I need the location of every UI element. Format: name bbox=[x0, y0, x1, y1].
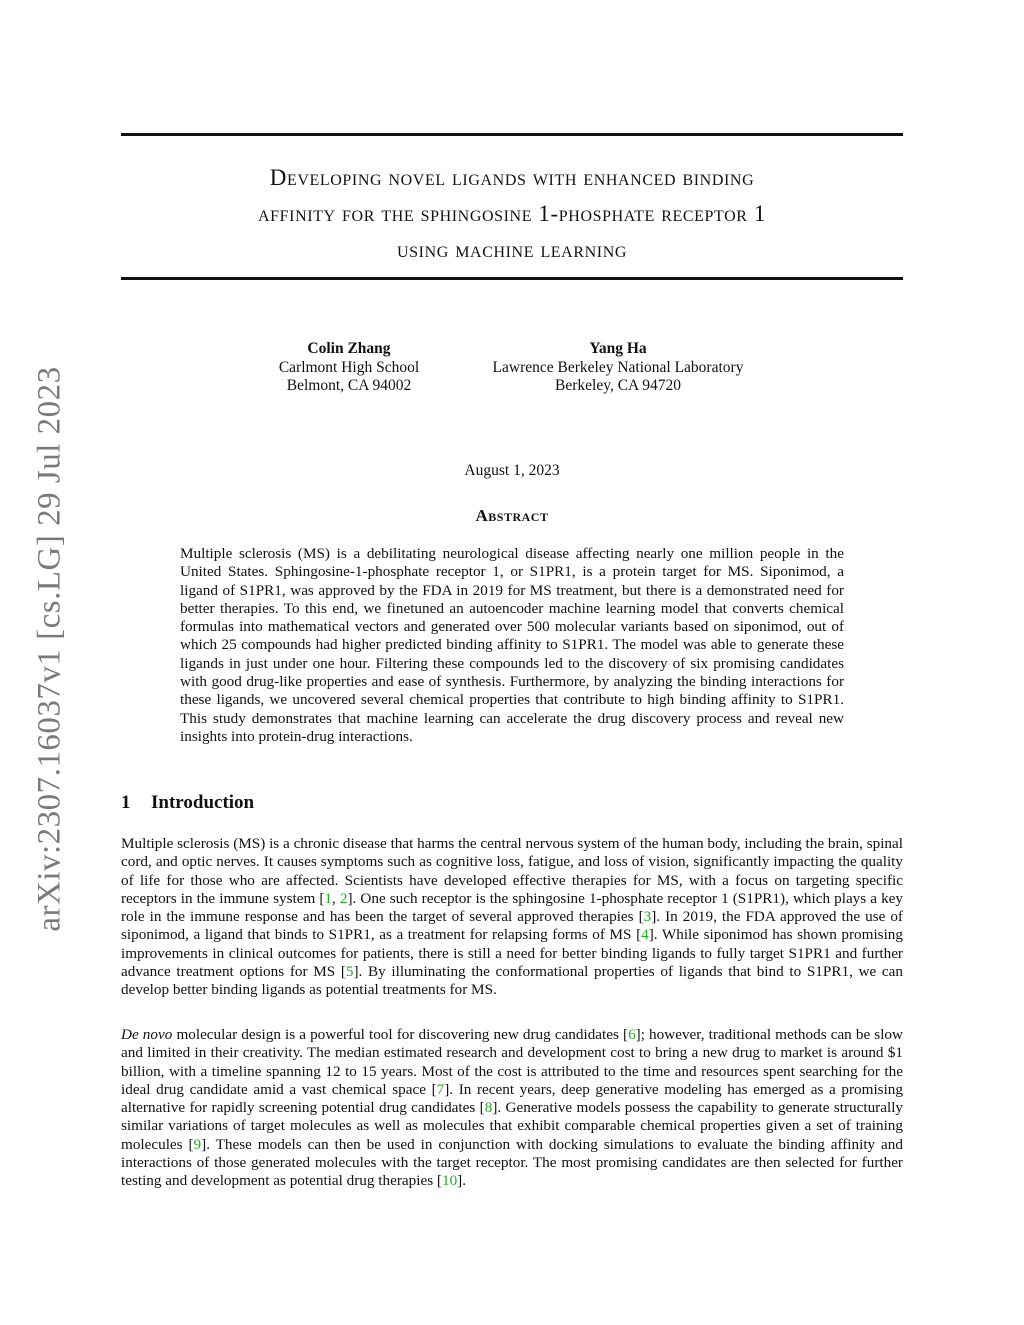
title-line: using machine learning bbox=[396, 237, 628, 262]
emphasis-text: De novo bbox=[121, 1026, 173, 1043]
paragraph-text: ]. One such receptor is the sphingosine 1-phosphate receptor 1 (S1PR1), which plays a key role in the immune response and has been the target of several approved therapies [ bbox=[121, 889, 904, 926]
section-number: 1 bbox=[121, 792, 131, 813]
citation-link[interactable]: 8 bbox=[484, 1099, 493, 1117]
title-line: affinity for the sphingosine 1-phosphate receptor 1 bbox=[258, 201, 766, 226]
abstract-text: Multiple sclerosis (MS) is a debilitating neurological disease affecting nearly one million people in the United States. Sphingosine-1-phosphate receptor 1, or S1PR1, is a protein target for MS. Siponimod, a ligand of S1PR1, was approved by the FDA in 2019 for MS treatment, but there is a demonstrated need for better therapies. To this end, we finetuned an autoencoder machine learning model that converts chemical formulas into mathematical vectors and generated over 500 molecular variants based on siponimod, out of which 25 compounds had higher predicted binding affinity to S1PR1. The model was able to generate these ligands in just under one hour. Filtering these compounds led to the discovery of six promising candidates with good drug-like properties and ease of synthesis. Furthermore, by analyzing the binding interactions for these ligands, we uncovered several chemical properties that contribute to high binding affinity to S1PR1. This study demonstrates that machine learning can accelerate the drug discovery process and reveal new insights into protein-drug interactions. bbox=[180, 545, 844, 745]
author-name: Yang Ha bbox=[589, 340, 647, 357]
paragraph-text: ]. In recent years, deep generative modeling has emerged as a promising alternative for rapidly screening potential drug candidates [ bbox=[121, 1080, 903, 1117]
citation-link[interactable]: 10 bbox=[441, 1172, 458, 1190]
paragraph-text: ]. Generative models possess the capability to generate structurally similar variations of target molecules as well as molecules that exhibit comparable chemical properties given a set of training molecules [ bbox=[121, 1099, 904, 1153]
publication-date: August 1, 2023 bbox=[464, 462, 560, 479]
citation-link[interactable]: 5 bbox=[345, 963, 354, 981]
intro-paragraph bbox=[121, 835, 903, 1000]
paragraph-text: ]; however, traditional methods can be slow and limited in their creativity. The median estimated research and development cost to bring a new drug to market is around $1 billion, with a timeline spanning 12 to 15 years. Most of the cost is attributed to the time and resources spent searching for the ideal drug candidate amid a vast chemical space [ bbox=[121, 1026, 903, 1098]
section-heading bbox=[121, 792, 254, 814]
paragraph-text: ]. These models can then be used in conjunction with docking simulations to evaluate the binding affinity and interactions of those generated molecules with the target receptor. The most promising candidates are then selected for further testing and development as potential drug therapies [ bbox=[121, 1135, 903, 1190]
citation-link[interactable]: 6 bbox=[628, 1026, 636, 1043]
citation-link[interactable]: 3 bbox=[643, 908, 652, 926]
title-top-rule bbox=[121, 133, 903, 136]
intro-paragraph bbox=[121, 1026, 903, 1191]
paragraph-text: molecular design is a powerful tool for discovering new drug candidates [ bbox=[172, 1026, 629, 1043]
author-location: Berkeley, CA 94720 bbox=[555, 377, 681, 394]
arxiv-identifier: arXiv:2307.16037v1 [cs.LG] 29 Jul 2023 bbox=[31, 366, 68, 932]
section-title: Introduction bbox=[151, 792, 255, 813]
citation-link[interactable]: 9 bbox=[193, 1135, 202, 1153]
paragraph-text: , bbox=[332, 889, 340, 907]
author-block bbox=[468, 340, 768, 396]
paragraph-text: ]. While siponimod has shown promising improvements in clinical outcomes for patients, there is still a need for better binding ligands to fully target S1PR1 and further advance treatment options for MS [ bbox=[121, 926, 903, 981]
author-location: Belmont, CA 94002 bbox=[286, 377, 412, 394]
citation-link[interactable]: 1 bbox=[324, 889, 332, 907]
abstract-heading: Abstract bbox=[475, 506, 549, 525]
author-block bbox=[249, 340, 449, 396]
paragraph-text: Multiple sclerosis (MS) is a chronic disease that harms the central nervous system of the human body, including the brain, spinal cord, and optic nerves. It causes symptoms such as cognitive loss, fatigue, and loss of vision, significantly impacting the quality of life for those who are affected. Scientists have developed effective therapies for MS, with a focus on targeting specific receptors in the immune system [ bbox=[121, 835, 903, 907]
paragraph-text: ]. In 2019, the FDA approved the use of siponimod, a ligand that binds to S1PR1, as a treatment for relapsing forms of MS [ bbox=[121, 908, 903, 944]
title-line: Developing novel ligands with enhanced binding bbox=[269, 165, 755, 190]
paper-title bbox=[121, 160, 903, 268]
author-name: Colin Zhang bbox=[307, 340, 391, 357]
author-affiliation: Carlmont High School bbox=[278, 358, 420, 376]
author-affiliation: Lawrence Berkeley National Laboratory bbox=[492, 358, 744, 376]
citation-link[interactable]: 2 bbox=[339, 889, 348, 907]
paragraph-text: ]. bbox=[457, 1172, 467, 1190]
citation-link[interactable]: 7 bbox=[436, 1080, 445, 1098]
title-bottom-rule bbox=[121, 277, 903, 280]
paragraph-text: ]. By illuminating the conformational properties of ligands that bind to S1PR1, we can develop better binding ligands as potential treatments for MS. bbox=[121, 963, 903, 999]
citation-link[interactable]: 4 bbox=[641, 926, 649, 944]
